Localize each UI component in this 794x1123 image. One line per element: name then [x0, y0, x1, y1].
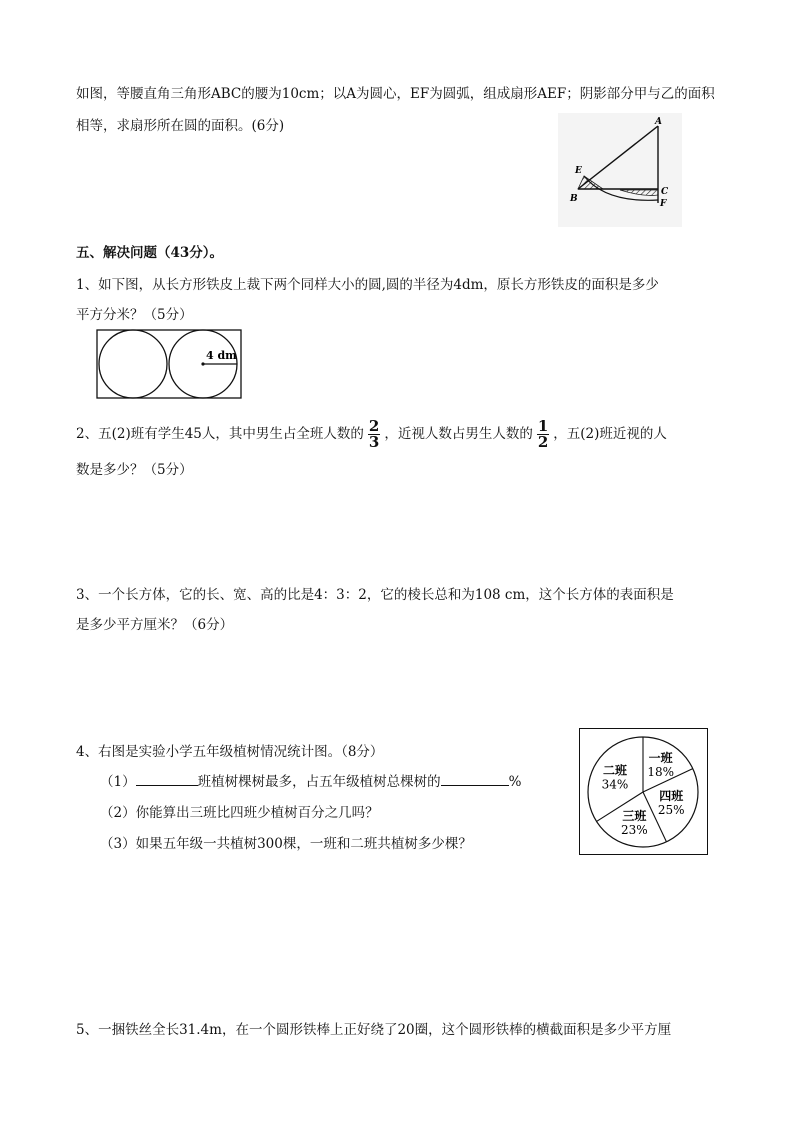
q2-text-part2: ，近视人数占男生人数的 — [384, 426, 533, 442]
q4-sub1-number: （1） — [100, 774, 136, 790]
section-title: 五、解决问题（43分）。 — [76, 245, 224, 261]
q2-line1 — [76, 417, 667, 451]
q4-line1: 4、右图是实验小学五年级植树情况统计图。（8分） — [76, 744, 384, 760]
pie-value-label: 25% — [657, 803, 685, 818]
fraction-two-thirds: $\frac{2}{3}$ — [368, 417, 380, 451]
q2-text-part3: ，五(2)班近视的人 — [553, 426, 667, 442]
radius-label: 4 dm — [206, 349, 237, 362]
label-F: F — [660, 199, 667, 209]
label-E: E — [575, 166, 582, 176]
triangle-sector-figure — [558, 113, 682, 227]
label-A: A — [655, 117, 662, 127]
pie-category-label: 二班 — [602, 763, 627, 778]
q4-sub1-percent-sign: % — [508, 774, 522, 790]
rectangle-two-circles-figure — [94, 328, 244, 400]
q1-line2: 平方分米？（5分） — [76, 307, 193, 323]
q3-line2: 是多少平方厘米？（6分） — [76, 617, 234, 633]
q1-line1: 1、如下图，从长方形铁皮上裁下两个同样大小的圆,圆的半径为4dm，原长方形铁皮的面积是多少 — [76, 277, 659, 293]
pie-value-label: 23% — [621, 822, 648, 837]
label-B: B — [570, 194, 578, 204]
label-C: C — [661, 187, 669, 197]
answer-blank-class[interactable] — [136, 773, 198, 786]
pie-category-label: 四班 — [659, 789, 684, 804]
geo-question-line2: 相等，求扇形所在圆的面积。(6分) — [76, 118, 285, 134]
fraction-one-half: $\frac{1}{2}$ — [537, 417, 549, 451]
q5-line1: 5、一捆铁丝全长31.4m，在一个圆形铁棒上正好绕了20圈，这个圆形铁棒的横截面积是多少平方厘 — [76, 1022, 672, 1038]
pie-value-label: 34% — [601, 777, 629, 792]
q3-line1: 3、一个长方体，它的长、宽、高的比是4：3：2，它的棱长总和为108 cm，这个长方体的表面积是 — [76, 587, 674, 603]
q4-sub2: （2）你能算出三班比四班少植树百分之几吗？ — [100, 805, 379, 821]
q2-line2: 数是多少？（5分） — [76, 462, 193, 478]
geo-question-line1: 如图，等腰直角三角形ABC的腰为10cm；以A为圆心，EF为圆弧，组成扇形AEF；阴影部分甲与乙的面积 — [76, 86, 715, 102]
q4-sub1 — [100, 770, 521, 790]
q4-sub1-text: 班植树棵树最多，占五年级植树总棵树的 — [197, 774, 441, 790]
planting-pie-chart — [579, 728, 708, 857]
pie-category-label: 三班 — [622, 808, 647, 823]
pie-value-label: 18% — [647, 765, 675, 780]
q2-text-part1: 2、五(2)班有学生45人，其中男生占全班人数的 — [76, 426, 364, 442]
pie-category-label: 一班 — [648, 751, 673, 766]
q4-sub3: （3）如果五年级一共植树300棵，一班和二班共植树多少棵？ — [100, 836, 472, 852]
answer-blank-percent[interactable] — [441, 773, 509, 786]
